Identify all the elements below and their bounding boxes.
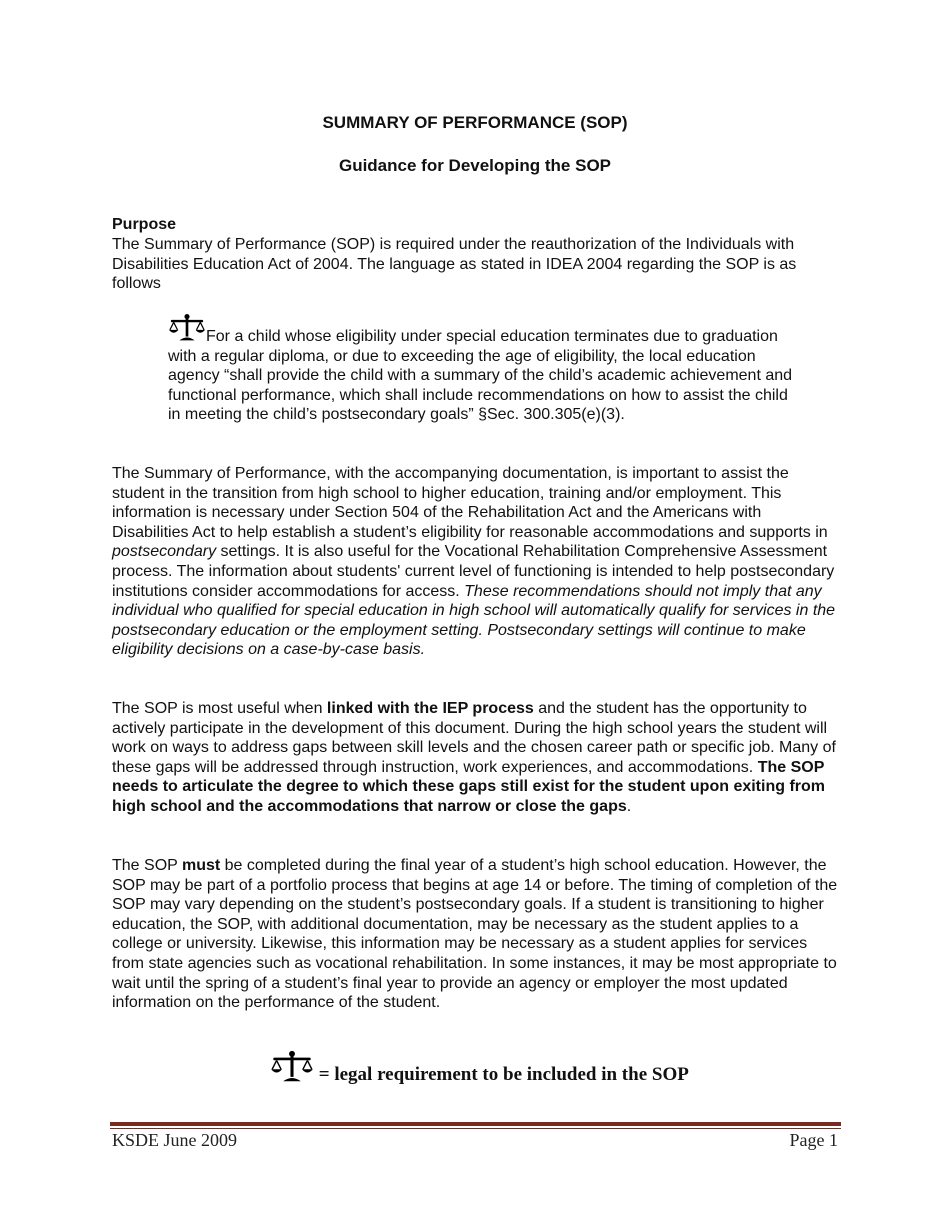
- para2-italic-note: These recommendations should not imply that any individual who qualified for special education in high school will automatically qualify for services in the postsecondary education or the employment setting. Postsecondary settings will continue to make eligibility decisions on a case-by-case basis.: [112, 582, 836, 659]
- para3-text-c: .: [626, 797, 632, 815]
- para3-text-a: The SOP is most useful when: [112, 700, 327, 717]
- legend: [270, 1050, 689, 1086]
- para4-text-b: be completed during the final year of a student’s high school education. However, the SOP may be part of a portfolio process that begins at age 14 or before. The timing of completion of the SOP may vary depending on the student’s postsecondary goals. If a student is transitioning to higher education, the SOP, with additional documentation, may be necessary as the student applies to a college or university. Likewise, this information may be necessary as a student applies for services from state agencies such as vocational rehabilitation. In some instances, it may be most appropriate to wait until the spring of a student’s final year to provide an agency or employer the most updated information on the performance of the student.: [112, 857, 838, 1012]
- scales-of-justice-icon: [168, 313, 206, 343]
- quote-text: For a child whose eligibility under special education terminates due to graduation with a regular diploma, or due to exceeding the age of eligibility, the local education agency “shall provide the child with a summary of the child’s academic achievement and functional performance, which shall include recommendations on how to assist the child in meeting the child’s postsecondary goals” §Sec. 300.305(e)(3).: [168, 328, 793, 424]
- timing-paragraph: [112, 856, 842, 1013]
- scales-of-justice-icon: [270, 1050, 314, 1084]
- accommodations-paragraph: [112, 464, 842, 660]
- para3-bold-b: The SOP needs to articulate the degree to which these gaps still exist for the student upon exiting from high school and the accommodations that narrow or close the gaps: [112, 758, 825, 815]
- para2-italic-word: postsecondary: [112, 543, 217, 561]
- idea-quote-block: [168, 313, 793, 425]
- page-number: Page 1: [789, 1130, 838, 1150]
- footer-rule-thin: [110, 1128, 841, 1129]
- para2-text-b: settings. It is also useful for the Vocational Rehabilitation Comprehensive Assessment process. The information about students' current level of functioning is intended to help postsecondary institutions consider accommodations for access.: [112, 543, 835, 600]
- legend-text: = legal requirement to be included in the SOP: [314, 1064, 689, 1085]
- para4-bold-must: must: [181, 857, 221, 874]
- para2-text-a: The Summary of Performance, with the accompanying documentation, is important to assist the student in the transition from high school to higher education, training and/or employment. This information is necessary under Section 504 of the Rehabilitation Act and the Americans with Disabilities Act to help establish a student’s eligibility for reasonable accommodations and supports in: [112, 465, 828, 541]
- page-subtitle: Guidance for Developing the SOP: [338, 156, 612, 175]
- footer-left: KSDE June 2009: [112, 1130, 237, 1150]
- para3-text-b: and the student has the opportunity to actively participate in the development of this document. During the high school years the student will work on ways to address gaps between skill levels and the chosen career path or specific job. Many of these gaps will be addressed through instruction, work experiences, and accommodations.: [112, 700, 836, 776]
- purpose-intro-paragraph: The Summary of Performance (SOP) is required under the reauthorization of the Individuals with Disabilities Education Act of 2004. The language as stated in IDEA 2004 regarding the SOP is as follows: [112, 236, 797, 293]
- para3-bold-a: linked with the IEP process: [326, 700, 534, 717]
- iep-paragraph: [112, 699, 842, 817]
- purpose-heading: Purpose: [112, 216, 177, 233]
- footer-rule-thick: [110, 1122, 841, 1126]
- para4-text-a: The SOP: [112, 857, 182, 874]
- page-title: SUMMARY OF PERFORMANCE (SOP): [322, 113, 628, 132]
